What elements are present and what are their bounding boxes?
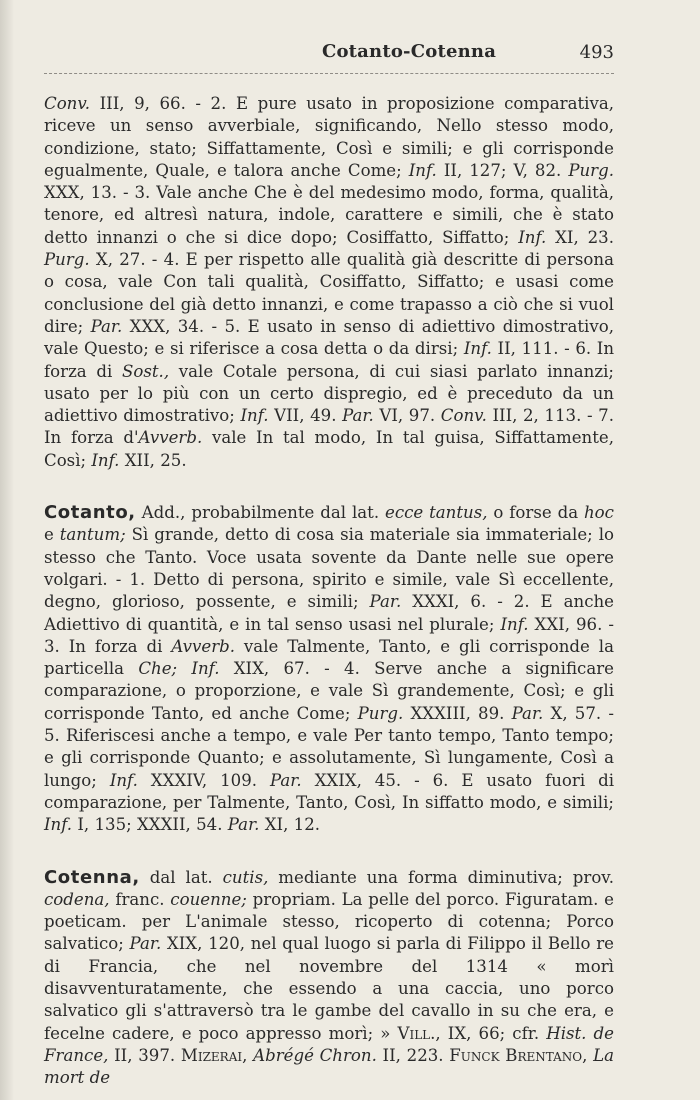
headword-cotenna: Cotenna,	[44, 866, 140, 888]
headword-cotanto: Cotanto,	[44, 502, 136, 524]
running-title: Cotanto-Cotenna	[321, 41, 497, 62]
page-body	[44, 93, 614, 1089]
page-edge-shadow	[0, 0, 14, 1100]
page-header	[44, 41, 614, 75]
entry-cotanto: Cotanto, Add., probabilmente dal lat. ecce tantus, o forse da hoc e tantum; Sì grande, detto di cosa sia materiale sia immateriale; lo stesso che Tanto. Voce usata sovente da Dante nelle sue opere volgari. - 1. Detto di persona, spirito e simile, vale Sì eccellente, degno, glorioso, possente, e simili; Par. XXXI, 6. - 2. E anche Adiettivo di quantità, e in tal senso usasi nel plurale; Inf. XXI, 96. - 3. In forza di Avverb. vale Talmente, Tanto, e gli corrisponde la particella Che; Inf. XIX, 67. - 4. Serve anche a significare comparazione, o proporzione, e vale Sì grandemente, Così; e gli corrisponde Tanto, ed anche Come; Purg. XXXIII, 89. Par. X, 57. - 5. Riferiscesi anche a tempo, e vale Per tanto tempo, Tanto tempo; e gli corrisponde Quanto; e assolutamente, Sì lungamente, Così a lungo; Inf. XXXIV, 109. Par. XXIX, 45. - 6. E usato fuori di comparazione, per Talmente, Tanto, Così, In siffatto modo, e simili; Inf. I, 135; XXXII, 54. Par. XI, 12.	[44, 502, 614, 835]
entry-cotenna: Cotenna, dal lat. cutis, mediante una forma diminutiva; prov. codena, franc. couenne; propriam. La pelle del porco. Figuratam. e poeticam. per L'animale stesso, ricoperto di cotenna; Porco salvatico; Par. XIX, 120, nel qual luogo si parla di Filippo il Bello re di Francia, che nel novembre del 1314 « morì disavventuratamente, che essendo a una caccia, uno porco salvatico gli s'attraversò tra le gambe del cavallo in su che era, e fecelne cadere, e poco appresso morì; » Vill., IX, 66; cfr. Hist. de France, II, 397. Mizerai, Abrégé Chron. II, 223. Funck Brentano, La mort de	[44, 866, 614, 1088]
page-number: 493	[579, 42, 614, 63]
header-rule	[44, 73, 614, 74]
paragraph-cotale-continuation: Conv. III, 9, 66. - 2. E pure usato in proposizione comparativa, riceve un senso avverbiale, significando, Nello stesso modo, condizione, stato; Siffattamente, Così e simili; e gli corrisponde egualmente, Quale, e talora anche Come; Inf. II, 127; V, 82. Purg. XXX, 13. - 3. Vale anche Che è del medesimo modo, forma, qualità, tenore, ed altresì natura, indole, carattere e simili, che è stato detto innanzi o che si dice dopo; Cosiffatto, Siffatto; Inf. XI, 23. Purg. X, 27. - 4. E per rispetto alle qualità già descritte di persona o cosa, vale Con tali qualità, Cosiffatto, Siffatto; e usasi come conclusione del già detto innanzi, e come trapasso a ciò che si vuol dire; Par. XXX, 34. - 5. E usato in senso di adiettivo dimostrativo, vale Questo; e si riferisce a cosa detta o da dirsi; Inf. II, 111. - 6. In forza di Sost., vale Cotale persona, di cui siasi parlato innanzi; usato per lo più con un certo dispregio, ed è preceduto da un adiettivo dimostrativo; Inf. VII, 49. Par. VI, 97. Conv. III, 2, 113. - 7. In forza d'Avverb. vale In tal modo, In tal guisa, Siffattamente, Così; Inf. XII, 25.	[44, 94, 615, 470]
